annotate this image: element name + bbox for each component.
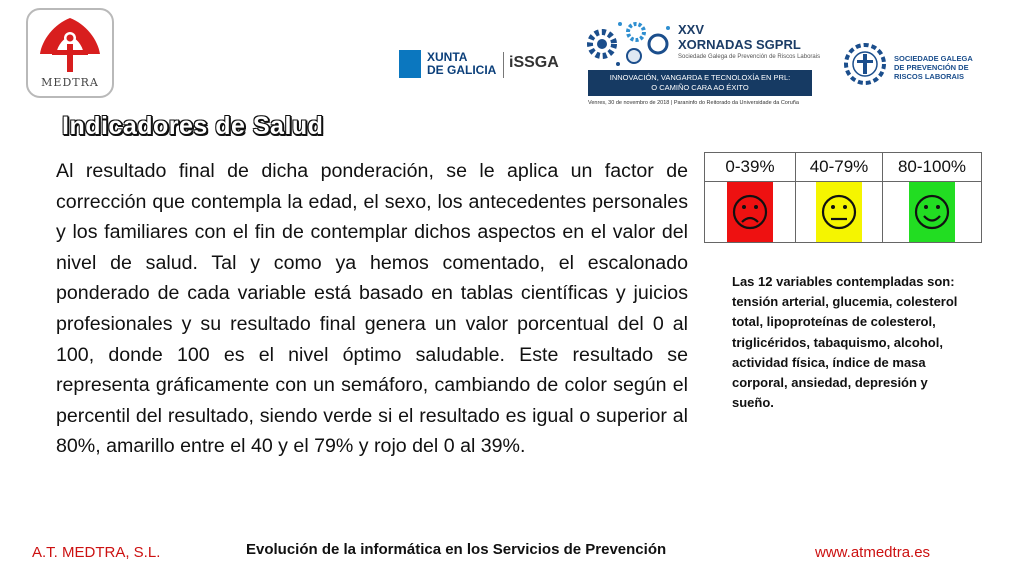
xunta-emblem-icon	[399, 50, 421, 78]
jornadas-banner	[588, 70, 812, 96]
xunta-line2: DE GALICIA	[427, 63, 497, 77]
cell-yellow	[796, 182, 883, 243]
jornadas-name: XORNADAS SGPRL	[678, 37, 801, 52]
medtra-brand: MEDTRA	[41, 76, 99, 89]
neutral-face-icon	[816, 182, 862, 242]
swatch-yellow	[816, 182, 862, 242]
sgprl-emblem-icon	[842, 42, 888, 86]
xunta-line1: XUNTA	[427, 50, 468, 64]
sgprl-line2: DE PREVENCIÓN DE	[894, 63, 969, 72]
banner-line1: INNOVACIÓN, VANGARDA E TECNOLOXÍA EN PRL:	[609, 73, 791, 82]
sgprl-line3: RISCOS LABORAIS	[894, 72, 965, 81]
sgprl-logo	[842, 42, 992, 86]
range-red: 0-39%	[705, 153, 796, 182]
page-title: Indicadores de Salud	[62, 112, 324, 140]
xunta-logo	[399, 50, 559, 80]
range-yellow: 40-79%	[796, 153, 883, 182]
gears-icon	[584, 18, 676, 70]
xunta-separator	[503, 52, 504, 78]
issga-text: iSSGA	[509, 54, 559, 71]
cell-green	[883, 182, 982, 243]
jornadas-logo	[584, 18, 821, 112]
footer-subtitle: Evolución de la informática en los Servicios de Prevención	[246, 541, 667, 558]
body-paragraph: Al resultado final de dicha ponderación, se le aplica un factor de corrección que contempla la edad, el sexo, los antecedentes personales y los familiares con el fin de contemplar dichos aspectos en el valor del nivel de salud. Tal y como ya hemos comentado, el escalonado ponderado de cada variable está basado en tablas científicas y juicios profesionales y su resultado final genera un valor porcentual del 0 al 100, donde 100 es el nivel óptimo saludable. Este resultado se representa gráficamente con un semáforo, cambiando de color según el percentil del resultado, siendo verde si el resultado es igual o superior al 80%, amarillo entre el 40 y el 79% y rojo del 0 al 39%.	[56, 160, 688, 458]
footer-website-link[interactable]: www.atmedtra.es	[815, 544, 931, 561]
footer-company: A.T. MEDTRA, S.L.	[32, 544, 161, 561]
happy-face-icon	[909, 182, 955, 242]
sad-face-icon	[727, 182, 773, 242]
medtra-emblem-icon	[34, 14, 106, 76]
semaphore-header-row	[705, 153, 982, 182]
sgprl-line1: SOCIEDADE GALEGA	[894, 54, 973, 63]
jornadas-org: Sociedade Galega de Prevención de Riscos Laborais	[678, 54, 821, 60]
jornadas-edition: XXV	[678, 22, 705, 37]
swatch-red	[727, 182, 773, 242]
semaphore-face-row	[705, 182, 982, 243]
sgprl-text	[894, 54, 973, 81]
semaphore-table	[704, 152, 982, 243]
jornadas-date: Venres, 30 de novembro de 2018 | Paraninfo do Reitorado da Universidade da Coruña	[588, 100, 799, 106]
cell-red	[705, 182, 796, 243]
medtra-logo	[26, 8, 114, 98]
range-green: 80-100%	[883, 153, 982, 182]
swatch-green	[909, 182, 955, 242]
variables-note: Las 12 variables contempladas son: tensión arterial, glucemia, colesterol total, lipoproteínas de colesterol, triglicéridos, tabaquismo, alcohol, actividad física, índice de masa corporal, ansiedad, depresión y sueño.	[732, 274, 958, 411]
banner-line2: O CAMIÑO CARA AO ÉXITO	[651, 83, 749, 92]
xunta-text	[427, 51, 496, 77]
